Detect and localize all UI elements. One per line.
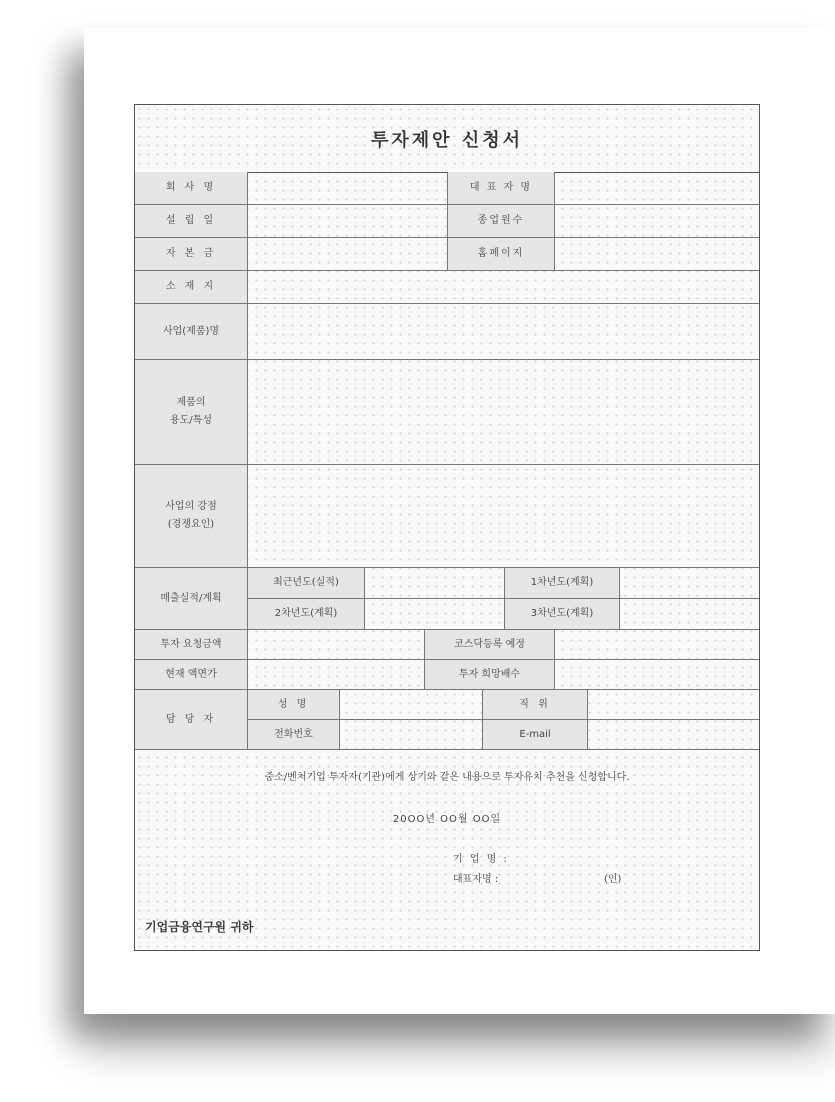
product-use-line2: 용도/특성	[169, 415, 212, 426]
label-phone: 전화번호	[248, 720, 340, 750]
label-product-use	[135, 360, 248, 465]
address-field[interactable]	[248, 271, 759, 304]
business-strength-line2: (경쟁요인)	[167, 519, 215, 530]
invest-amount-field[interactable]	[248, 630, 425, 660]
year-prev-field[interactable]	[365, 568, 505, 599]
employees-field[interactable]	[555, 205, 759, 238]
label-current-value: 현재 액면가	[135, 660, 248, 690]
label-year-1: 1차년도(계획)	[505, 568, 620, 599]
label-invest-price: 투자 희망배수	[425, 660, 555, 690]
label-company-name: 회 사 명	[135, 172, 248, 205]
contact-phone-field[interactable]	[340, 720, 483, 750]
label-homepage: 홈페이지	[448, 238, 555, 271]
label-capital: 자 본 금	[135, 238, 248, 271]
business-strength-line1: 사업의 강점	[165, 501, 217, 512]
company-signature-label: 기 업 명 :	[453, 854, 509, 865]
addressee: 기업금융연구원 귀하	[145, 920, 254, 934]
year-2-field[interactable]	[365, 599, 505, 630]
listing-plan-field[interactable]	[555, 630, 759, 660]
capital-field[interactable]	[248, 238, 448, 271]
label-invest-amount: 투자 요청금액	[135, 630, 248, 660]
label-sales: 매출실적/계획	[135, 568, 248, 630]
label-name: 성 명	[248, 690, 340, 720]
business-strength-field[interactable]	[248, 465, 759, 568]
label-year-prev: 최근년도(실적)	[248, 568, 365, 599]
declaration-section	[135, 750, 759, 952]
label-business-strength	[135, 465, 248, 568]
label-year-3: 3차년도(계획)	[505, 599, 620, 630]
seal-mark: (인)	[604, 874, 622, 885]
label-ceo-name: 대 표 자 명	[448, 172, 555, 205]
established-field[interactable]	[248, 205, 448, 238]
label-position: 직 위	[483, 690, 588, 720]
invest-price-field[interactable]	[555, 660, 759, 690]
application-date: 20OO년 OO월 OO일	[392, 814, 502, 825]
label-year-2: 2차년도(계획)	[248, 599, 365, 630]
form-title: 투자제안 신청서	[135, 105, 759, 173]
contact-position-field[interactable]	[588, 690, 759, 720]
declaration-statement: 중소/벤처기업 투자자(기관)에게 상기와 같은 내용으로 투자유치 추천을 신청합니다.	[264, 772, 630, 783]
homepage-field[interactable]	[555, 238, 759, 271]
label-address: 소 재 지	[135, 271, 248, 304]
contact-name-field[interactable]	[340, 690, 483, 720]
company-name-field[interactable]	[248, 172, 448, 205]
label-email: E-mail	[483, 720, 588, 750]
current-value-field[interactable]	[248, 660, 425, 690]
product-use-line1: 제품의	[176, 397, 206, 408]
label-business-summary: 사업(제품)명	[135, 304, 248, 360]
label-established: 설 립 일	[135, 205, 248, 238]
ceo-signature-label: 대표자명 :	[453, 874, 499, 885]
ceo-name-field[interactable]	[555, 172, 759, 205]
label-contact: 담 당 자	[135, 690, 248, 750]
year-3-field[interactable]	[620, 599, 759, 630]
year-1-field[interactable]	[620, 568, 759, 599]
product-use-field[interactable]	[248, 360, 759, 465]
contact-email-field[interactable]	[588, 720, 759, 750]
investment-application-form	[134, 104, 760, 951]
business-summary-field[interactable]	[248, 304, 759, 360]
label-listing-plan: 코스닥등록 예정	[425, 630, 555, 660]
label-employees: 종업원수	[448, 205, 555, 238]
